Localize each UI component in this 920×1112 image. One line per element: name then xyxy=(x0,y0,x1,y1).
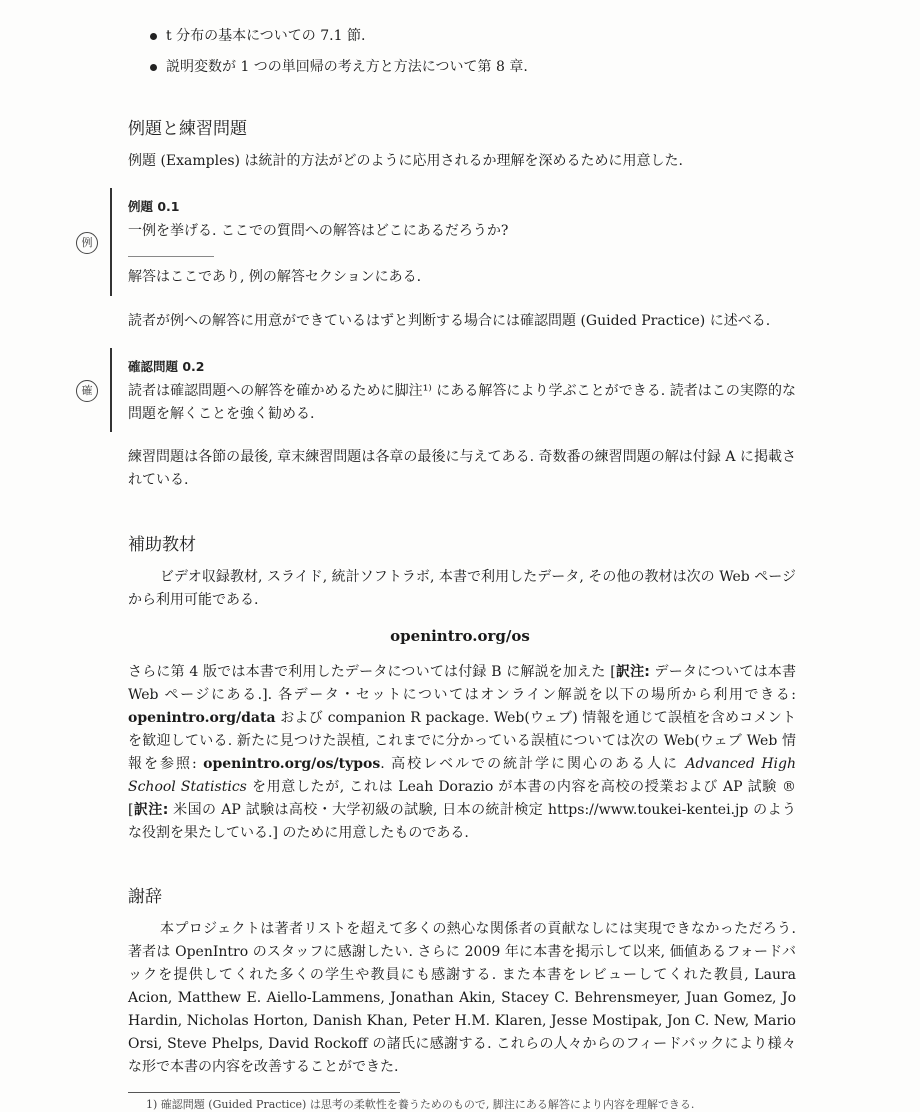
supplements-url[interactable]: openintro.org/os xyxy=(390,627,530,645)
section-heading-thanks: 謝辞 xyxy=(128,887,162,907)
example-question: 一例を挙げる. ここでの質問への解答はどこにあるだろうか? xyxy=(128,223,509,239)
guided-intro: 読者が例への解答に用意ができているはずと判断する場合には確認問題 (Guided Practice) に述べる. xyxy=(128,313,771,329)
bullet-item: t 分布の基本についての 7.1 節. xyxy=(148,26,528,46)
section-heading-supplements: 補助教材 xyxy=(128,535,196,555)
data-url-link[interactable]: openintro.org/data xyxy=(128,710,276,726)
example-icon: 例 xyxy=(76,232,98,254)
examples-intro: 例題 (Examples) は統計的方法がどのように応用されるか理解を深めるために用意した. xyxy=(128,153,683,169)
footnote-rule xyxy=(128,1092,400,1093)
bullet-item: 説明変数が 1 つの単回帰の考え方と方法について第 8 章. xyxy=(148,57,528,77)
bullet-dot-icon xyxy=(150,64,157,71)
book-title: Advanced High School Statistics xyxy=(128,756,796,795)
typos-url-link[interactable]: openintro.org/os/typos xyxy=(203,756,381,772)
example-box-title: 例題 0.1 xyxy=(128,199,180,214)
thanks-para: 本プロジェクトは著者リストを超えて多くの熱心な関係者の貢献なしには実現できなかっただろう. 著者は OpenIntro のスタッフに感謝したい. さらに 2009 年に本書を掲示して以来, 価値あるフォードバックを提供してくれた多くの学生や教員にも感謝する. また本書をレビューしてくれた教員, Laura Acion, Matthew E. Aiello-Lammens, Jonathan Akin, Stacey C. Behrensmeyer, Juan Gomez, Jo Hardin, Nicholas Horton, Danish Khan, Peter H.M. Klaren, Jesse Mostipak, Jon C. New, Mario Orsi, Steve Phelps, David Rockoff の諸氏に感謝する. これらの人々からのフィードバックにより様々な形で本書の内容を改善することができた. xyxy=(128,921,796,1075)
footnote: 1) 確認問題 (Guided Practice) は思考の柔軟性を養うためのもので, 脚注にある解答により内容を理解できる. xyxy=(146,1098,695,1111)
topic-bullet-list xyxy=(148,26,528,88)
section-heading-examples: 例題と練習問題 xyxy=(128,119,247,139)
bullet-dot-icon xyxy=(150,33,157,40)
guided-text: 読者は確認問題への解答を確かめるために脚注¹⁾ にある解答により学ぶことができる. 読者はこの実際的な問題を解くことを強く勧める. xyxy=(128,383,796,422)
example-answer: 解答はここであり, 例の解答セクションにある. xyxy=(128,269,422,285)
supplements-para1: ビデオ収録教材, スライド, 統計ソフトラボ, 本書で利用したデータ, その他の教材は次の Web ページから利用可能である. xyxy=(128,569,796,608)
guided-box-title: 確認問題 0.2 xyxy=(128,359,205,374)
supplements-para2: さらに第 4 版では本書で利用したデータについては付録 B に解説を加えた [訳注: データについては本書 Web ページにある.]. 各データ・セットについてはオンライン解説を以下の場所から利用できる: openintro.org/data および companion R package. Web(ウェブ) 情報を通じて誤植を含めコメントを歓迎している. 新たに見つけた誤植, これまでに分かっている誤植については次の Web(ウェブ Web 情報を参照: openintro.org/os/typos. 高校レベルでの統計学に関心のある人に Advanced High School Statistics を用意したが, これは Leah Dorazio が本書の内容を高校の授業および AP 試験 ® [訳注: 米国の AP 試験は高校・大学初級の試験, 日本の統計検定 https://www.toukei-kentei.jp のような役割を果たしている.] のために用意したものである. xyxy=(128,664,796,841)
guided-box-rule xyxy=(110,348,112,432)
exercises-text: 練習問題は各節の最後, 章末練習問題は各章の最後に与えてある. 奇数番の練習問題の解は付録 A に掲載されている. xyxy=(128,449,796,488)
example-divider xyxy=(128,256,214,257)
example-box-rule xyxy=(110,188,112,296)
guided-icon: 確 xyxy=(76,380,98,402)
